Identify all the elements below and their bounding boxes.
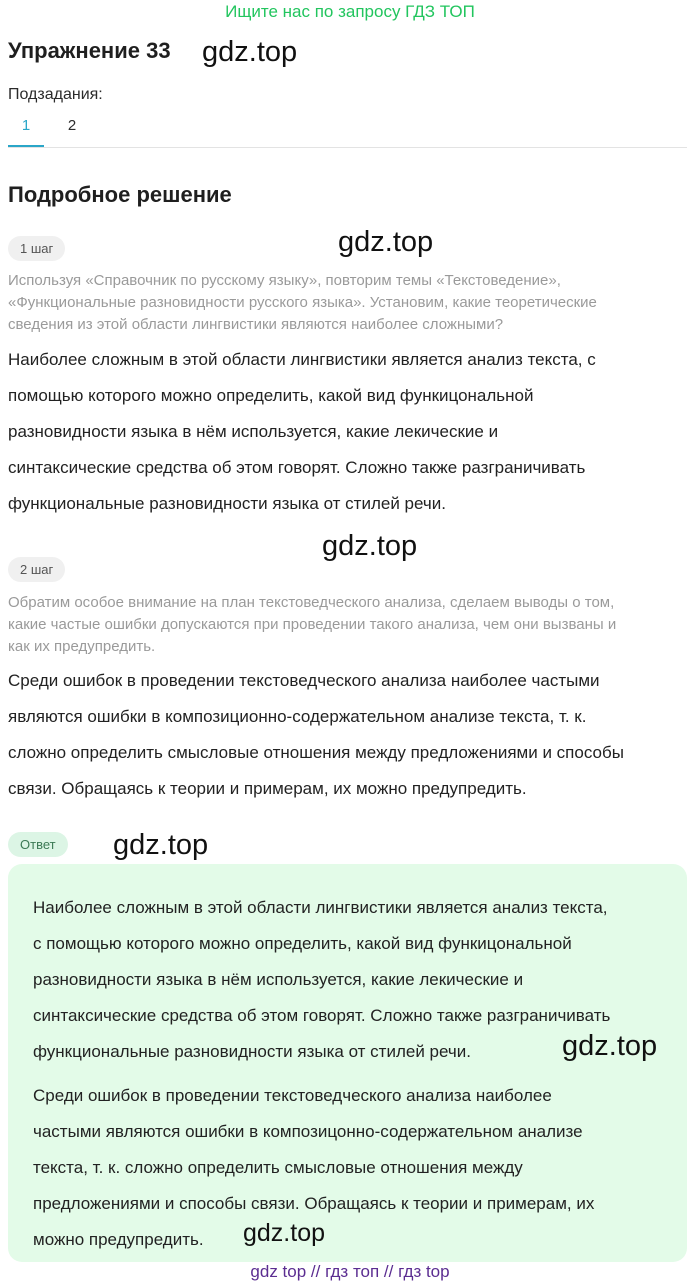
- watermark: gdz.top: [243, 1219, 326, 1247]
- answer-badge: Ответ: [8, 832, 68, 857]
- hint-line: «Функциональные разновидности русского языка». Установим, какие теоретические: [8, 294, 597, 311]
- subtask-tab-2[interactable]: [54, 117, 90, 134]
- step-1-body: [8, 342, 688, 522]
- answer-line: текста, т. к. сложно определить смысловые отношения между: [33, 1158, 523, 1177]
- answer-line: предложениями и способы связи. Обращаясь к теории и примерам, их: [33, 1194, 595, 1213]
- footer-links[interactable]: gdz top // гдз топ // гдз top: [250, 1262, 450, 1281]
- promo-banner[interactable]: Ищите нас по запросу ГДЗ ТОП: [225, 2, 475, 21]
- hint-line: какие частые ошибки допускаются при проведении такого анализа, чем они вызваны и: [8, 616, 617, 633]
- answer-line: частыми являются ошибки в композицонно-содержательном анализе: [33, 1122, 583, 1141]
- body-line: являются ошибки в композиционно-содержательном анализе текста, т. к.: [8, 707, 587, 726]
- hint-line: Используя «Справочник по русскому языку», повторим темы «Текстоведение»,: [8, 272, 561, 289]
- watermark: gdz.top: [202, 36, 298, 68]
- body-line: Среди ошибок в проведении текстоведческого анализа наиболее частыми: [8, 671, 600, 690]
- step-2-body: [8, 663, 688, 807]
- answer-line: функциональные разновидности языка от стилей речи.: [33, 1042, 471, 1061]
- body-line: помощью которого можно определить, какой вид функицональной: [8, 386, 534, 405]
- hint-line: сведения из этой области лингвистики являются наиболее сложными?: [8, 316, 504, 333]
- step-1-badge: 1 шаг: [8, 236, 65, 261]
- answer-line: Наиболее сложным в этой области лингвистики является анализ текста,: [33, 898, 608, 917]
- step-2-hint: [8, 592, 688, 658]
- body-line: Наиболее сложным в этой области лингвистики является анализ текста, с: [8, 350, 596, 369]
- exercise-title: Упражнение 33: [8, 38, 171, 63]
- watermark: gdz.top: [113, 829, 209, 861]
- subtask-tab-2-label: 2: [67, 117, 77, 134]
- solution-title: Подробное решение: [8, 182, 232, 207]
- answer-line: разновидности языка в нём используется, какие лекические и: [33, 970, 524, 989]
- hint-line: Обратим особое внимание на план текстоведческого анализа, сделаем выводы о том,: [8, 594, 615, 611]
- step-2-badge: 2 шаг: [8, 557, 65, 582]
- answer-line: с помощью которого можно определить, какой вид функицональной: [33, 934, 572, 953]
- watermark: gdz.top: [322, 530, 418, 562]
- body-line: разновидности языка в нём используется, какие лекические и: [8, 422, 499, 441]
- body-line: синтаксические средства об этом говорят. Сложно также разграничивать: [8, 458, 586, 477]
- answer-paragraph-2: [33, 1078, 673, 1258]
- body-line: функциональные разновидности языка от стилей речи.: [8, 494, 446, 513]
- answer-line: Среди ошибок в проведении текстоведческого анализа наиболее: [33, 1086, 552, 1105]
- active-tab-underline: [8, 145, 44, 147]
- answer-line: синтаксические средства об этом говорят. Сложно также разграничивать: [33, 1006, 611, 1025]
- watermark: gdz.top: [338, 226, 434, 258]
- subtask-tab-1[interactable]: [8, 117, 44, 134]
- subtask-tab-1-label: 1: [21, 117, 31, 134]
- body-line: связи. Обращаясь к теории и примерам, их можно предупредить.: [8, 779, 527, 798]
- watermark: gdz.top: [562, 1030, 658, 1062]
- answer-line: можно предупредить.: [33, 1230, 204, 1249]
- hint-line: как их предупредить.: [8, 638, 156, 655]
- subtask-tabs: [8, 115, 687, 148]
- step-1-hint: [8, 270, 688, 336]
- body-line: сложно определить смысловые отношения между предложениями и способы: [8, 743, 624, 762]
- subtasks-label: Подзадания:: [8, 86, 103, 103]
